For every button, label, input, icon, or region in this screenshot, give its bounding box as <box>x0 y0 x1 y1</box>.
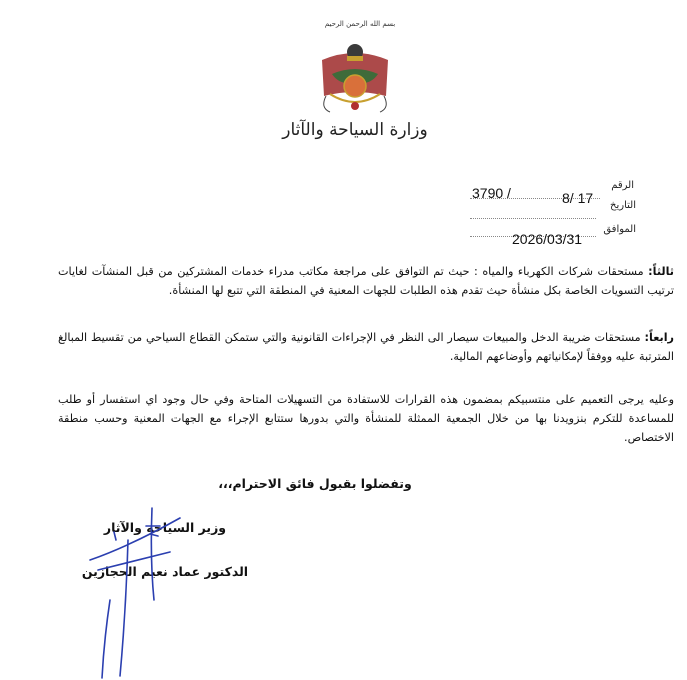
basmala: بسم الله الرحمن الرحيم <box>324 20 396 28</box>
date-value: 8/ 17 <box>562 190 594 206</box>
paragraph-third-heading: ثالثاً: <box>648 265 674 278</box>
date-line <box>470 218 596 219</box>
paragraph-conclusion-text: وعليه يرجى التعميم على منتسبيكم بمضمون هذه القرارات للاستفادة من التسهيلات المتاحة وفي حال وجود اي استفسار أو طلب للمساعدة للتكرم بنزويدنا بها من خلال الجمعية الممثلة للمنشأة والتي بدورها ستتابع الإجراء مع الجهات المعنية وحسب منطقة الاختصاص. <box>58 393 674 444</box>
paragraph-conclusion <box>58 390 674 447</box>
paragraph-third-text: مستحقات شركات الكهرباء والمياه : حيث تم التوافق على مراجعة مكاتب مدراء خدمات المشتركين من قبل المنشآت لغايات ترتيب التسويات الخاصة بكل منشأة حيث تقدم هذه الطلبات للجهات المعنية في المنطقة التي تتبع لها المنشأة. <box>58 265 674 297</box>
number-value: 3790 / <box>472 185 511 201</box>
signatory-name: الدكتور عماد نعيم الحجازين <box>81 564 249 579</box>
paragraph-fourth-text: مستحقات ضريبة الدخل والمبيعات سيصار الى النظر في الإجراءات القانونية والتي ستمكن القطاع السياحي من تقسيط المبالغ المترتبة عليه ووفقاً لإمكانياتهم وأوضاعهم المالية. <box>58 331 674 363</box>
royal-emblem-icon <box>300 38 410 118</box>
date-label: التاريخ <box>610 200 636 211</box>
ministry-name: وزارة السياحة والآثار <box>282 120 428 140</box>
paragraph-third <box>58 262 674 300</box>
paragraph-fourth-heading: رابعاً: <box>644 331 674 344</box>
corresponding-label: الموافق <box>603 224 636 235</box>
number-label: الرقم <box>611 180 634 191</box>
closing-salutation: وتفضلوا بقبول فائق الاحترام،،، <box>218 476 412 491</box>
handwritten-signature-icon <box>80 500 200 680</box>
paragraph-fourth <box>58 328 674 366</box>
corresponding-value: 2026/03/31 <box>512 231 583 247</box>
signatory-title: وزير السياحة والآثار <box>103 520 227 535</box>
